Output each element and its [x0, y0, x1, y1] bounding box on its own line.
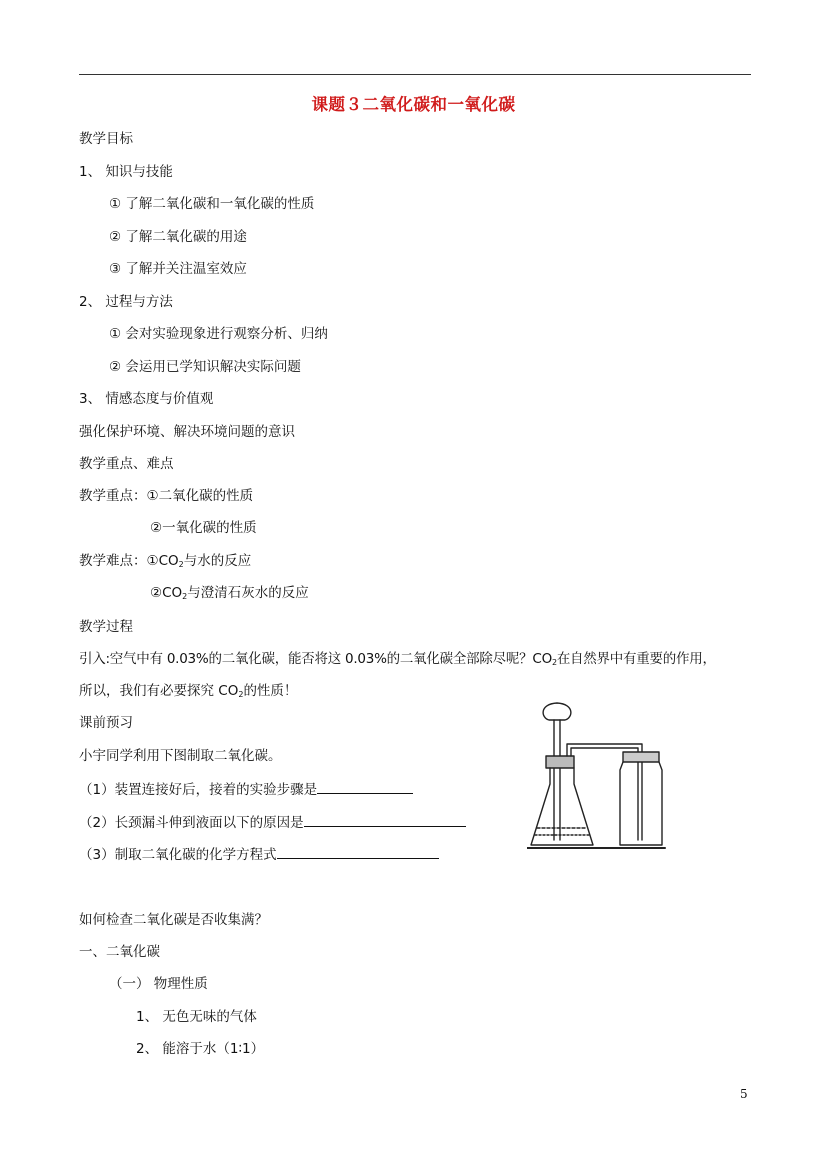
process-heading: 教学过程 [79, 619, 133, 635]
header-rule [79, 74, 751, 75]
goal-item: ② 了解二氧化碳的用途 [109, 229, 247, 245]
goal-attitude: 3、 情感态度与价值观 [79, 391, 214, 407]
question-3: （3）制取二氧化碳的化学方程式 [79, 844, 439, 864]
key-point-1: 教学重点：①二氧化碳的性质 [79, 488, 254, 504]
goal-item: ② 会运用已学知识解决实际问题 [109, 359, 301, 375]
goal-process: 2、 过程与方法 [79, 294, 173, 310]
question-1: （1）装置连接好后，接着的实验步骤是 [79, 779, 413, 799]
goal-item: ③ 了解并关注温室效应 [109, 261, 247, 277]
preview-text: 小宇同学利用下图制取二氧化碳。 [79, 748, 282, 764]
question-2: （2）长颈漏斗伸到液面以下的原因是 [79, 812, 466, 832]
goal-knowledge: 1、 知识与技能 [79, 164, 173, 180]
key-point-2: ②一氧化碳的性质 [150, 520, 257, 536]
answer-blank[interactable] [317, 779, 413, 794]
intro-line-1: 引入:空气中有 0.03%的二氧化碳，能否将这 0.03%的二氧化碳全部除尽呢？$CO_2$在自然界中有重要的作用， [79, 651, 716, 667]
intro-line-2: 所以，我们有必要探究 $CO_2$的性质！ [79, 683, 298, 699]
goal-item: 强化保护环境、解决环境问题的意识 [79, 424, 295, 440]
goals-heading: 教学目标 [79, 131, 133, 147]
property-item: 2、 能溶于水（1∶1） [136, 1041, 265, 1057]
hard-point-2: $②CO_2$与澄清石灰水的反应 [150, 585, 309, 601]
goal-item: ① 了解二氧化碳和一氧化碳的性质 [109, 196, 315, 212]
answer-blank[interactable] [277, 844, 439, 859]
check-question: 如何检查二氧化碳是否收集满？ [79, 912, 268, 928]
co2-apparatus-figure [527, 700, 667, 852]
hard-point-1: 教学难点：$①CO_2$与水的反应 [79, 553, 252, 569]
key-heading: 教学重点、难点 [79, 456, 174, 472]
section-heading: 一、二氧化碳 [79, 944, 160, 960]
subsection-heading: （一） 物理性质 [109, 976, 208, 992]
preview-heading: 课前预习 [79, 715, 133, 731]
goal-item: ① 会对实验现象进行观察分析、归纳 [109, 326, 328, 342]
page-title: 课题３二氧化碳和一氧化碳 [311, 95, 516, 114]
page-number: 5 [740, 1087, 748, 1101]
property-item: 1、 无色无味的气体 [136, 1009, 257, 1025]
answer-blank[interactable] [304, 812, 466, 827]
